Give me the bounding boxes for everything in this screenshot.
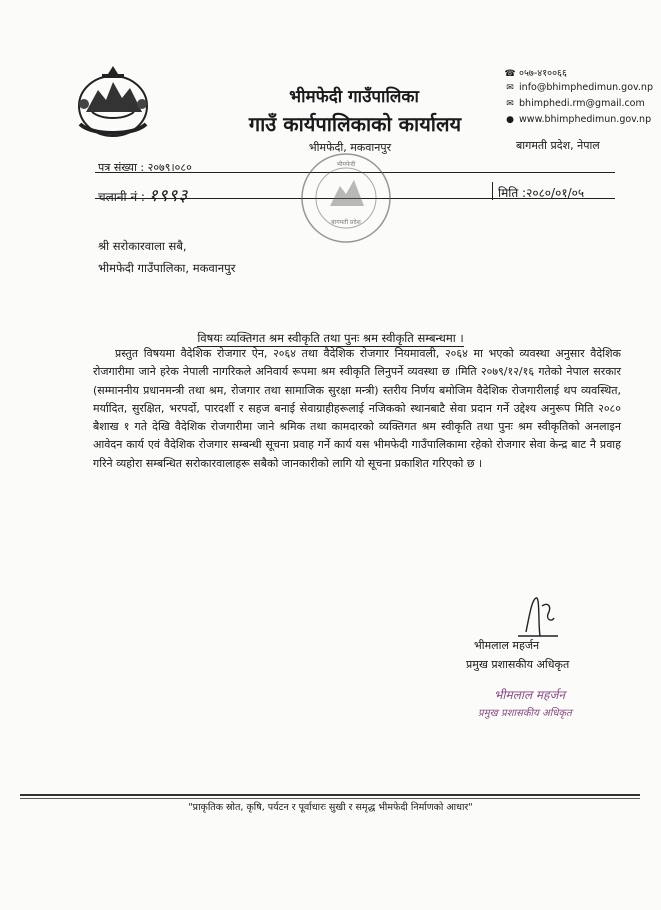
chalani-handwritten-value: १९९३ (148, 186, 189, 206)
footer-rule-thin (20, 798, 640, 799)
recipient-line-1: श्री सरोकारवाला सबै, (98, 239, 187, 253)
letter-subject: विषयः व्यक्तिगत श्रम स्वीकृति तथा पुनः श्रम स्वीकृति सम्बन्धमा । (197, 331, 464, 345)
chalani-number: चलानी नं : १९९३ (98, 186, 189, 206)
handwritten-signature (508, 592, 568, 642)
phone-icon: ☎ (504, 69, 516, 79)
email-icon: ✉ (506, 83, 514, 93)
office-seal-stamp (298, 150, 394, 246)
office-name: गाउँ कार्यपालिकाको कार्यालय (248, 112, 462, 136)
letter-body: प्रस्तुत विषयमा वैदेशिक रोजगार ऐन, २०६४ तथा वैदेशिक रोजगार नियमावली, २०६४ मा भएको व्यवस्था अनुसार वैदेशिक रोजगारीमा जाने हरेक नेपाली नागरिकले अनिवार्य रूपमा श्रम स्वीकृति लिनुपर्ने व्यवस्था छ ।मिति २०७९/१२/१६ गतेको नेपाल सरकार (सम्माननीय प्रधानमन्त्री तथा श्रम, रोजगार तथा सामाजिक सुरक्षा मन्त्री) स्तरीय निर्णय बमोजिम वैदेशिक रोजगारीलाई थप व्यवस्थित, मर्यादित, सुरक्षित, भरपर्दो, पारदर्शी र सहज बनाई सेवाग्राहीहरूलाई नजिकको स्थानबाटै सेवा प्रदान गर्ने उद्देश्य अनुरूप मिति २०८० बैशाख १ गते देखि वैदेशिक रोजगारीमा जाने श्रमिक तथा कामदारको व्यक्तिगत श्रम स्वीकृति तथा पुनः श्रम स्वीकृतिको अनलाइन आवेदन कार्य एवं वैदेशिक रोजगार सम्बन्धी सूचना प्रवाह गर्ने कार्य यस भीमफेदी गाउँपालिकामा रहेको रोजगार सेवा केन्द्र बाट नै प्रवाह गरिने व्यहोरा सम्बन्धित सरोकारवालाहरू सबैको जानकारीको लागि यो सूचना प्रकाशित गरिएको छ । (93, 347, 621, 470)
footer-rule-thick (20, 794, 640, 796)
globe-icon: ● (506, 115, 514, 125)
municipality-name: भीमफेदी गाउँपालिका (289, 87, 419, 107)
contact-email-2: ✉ bhimphedi.rm@gmail.com (504, 98, 645, 109)
province: बागमती प्रदेश, नेपाल (516, 139, 600, 152)
nepal-emblem-icon (72, 64, 154, 142)
letter-date: मिति :२०८०/०१/०५ (498, 186, 585, 200)
svg-text:बागमती प्रदेश: बागमती प्रदेश (331, 219, 361, 226)
svg-text:भीमफेदी: भीमफेदी (336, 161, 356, 168)
name-stamp: भीमलाल महर्जन (494, 688, 566, 702)
signatory-name: भीमलाल महर्जन (474, 639, 540, 652)
email-icon: ✉ (506, 99, 514, 109)
office-location: भीमफेदी, मकवानपुर (308, 141, 392, 154)
contact-website: ● www.bhimphedimun.gov.np (504, 114, 651, 125)
contact-phone: ☎ ०५७-४१००६६ (504, 68, 567, 79)
recipient-line-2: भीमफेदी गाउँपालिका, मकवानपुर (98, 261, 236, 275)
contact-email-1: ✉ info@bhimphedimun.gov.np (504, 82, 653, 93)
reference-number: पत्र संख्या : २०७९।०८० (98, 161, 192, 174)
signatory-title: प्रमुख प्रशासकीय अधिकृत (466, 658, 570, 671)
title-stamp: प्रमुख प्रशासकीय अधिकृत (478, 708, 572, 719)
footer-slogan: "प्राकृतिक स्रोत, कृषि, पर्यटन र पूर्वाधारः सुखी र समृद्ध भीमफेदी निर्माणको आधार" (188, 802, 473, 813)
